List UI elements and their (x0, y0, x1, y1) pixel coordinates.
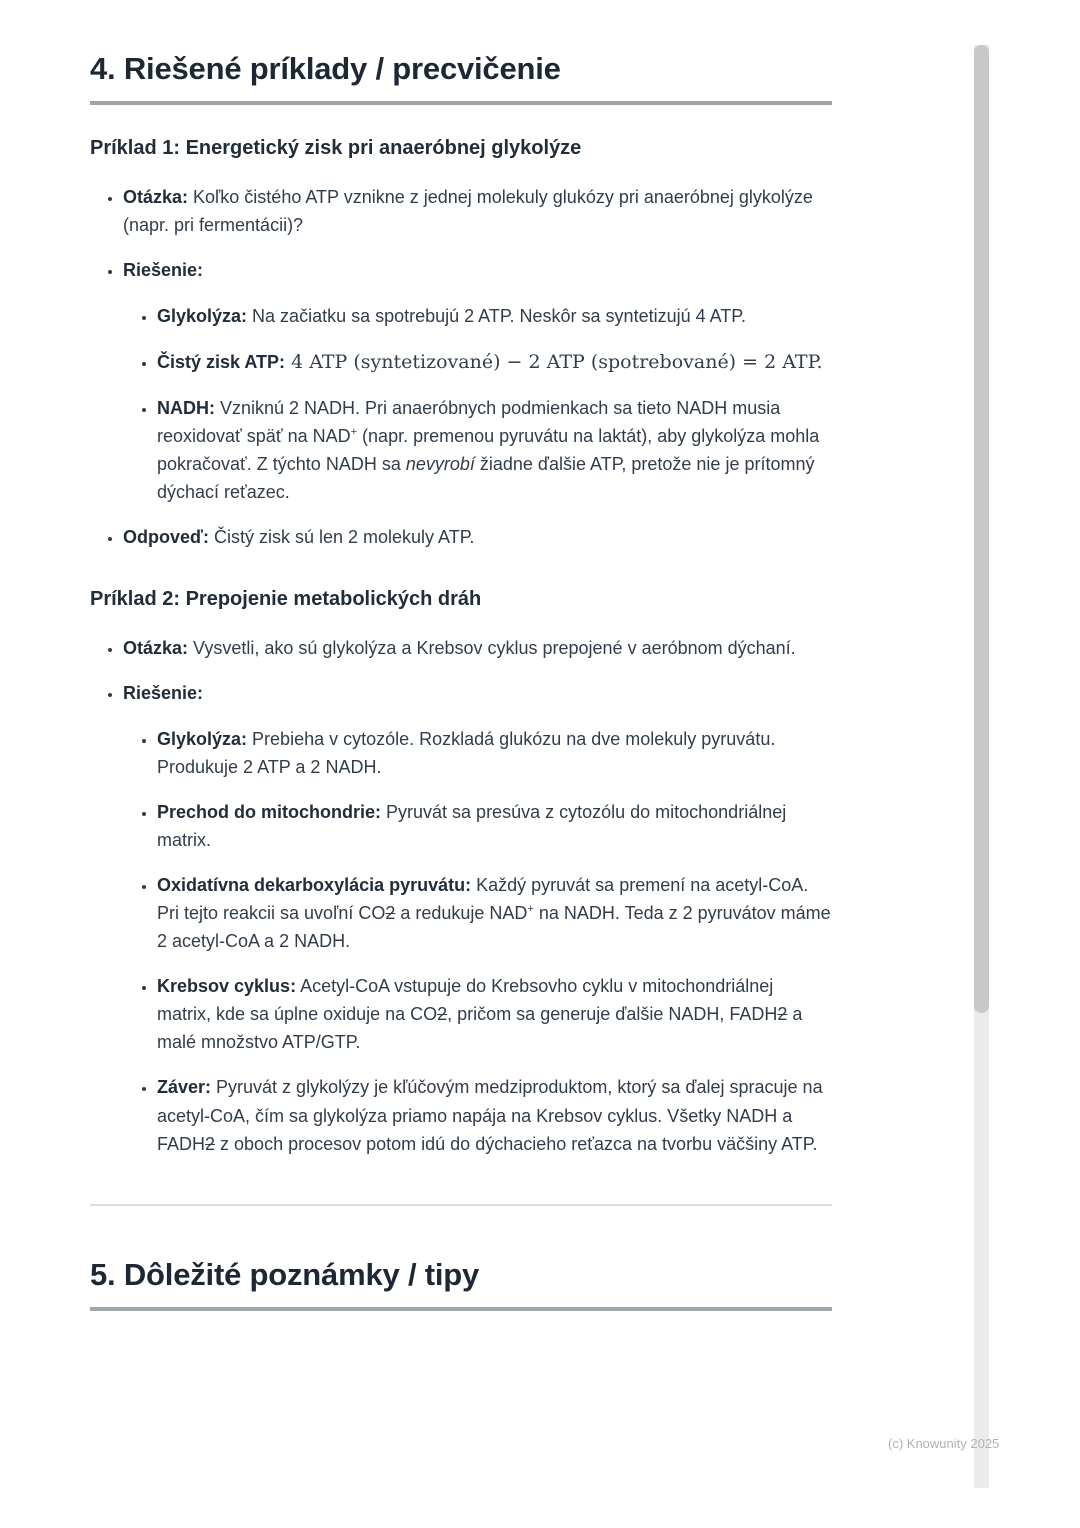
text-segment: Pyruvát z glykolýzy je kľúčovým medziproduktom, ktorý sa ďalej spracuje na acetyl-CoA, čím sa glykolýza priamo napája na Krebsov cyklus. Všetky NADH a FADH (157, 1077, 823, 1154)
text-segment: Pyruvát sa presúva z cytozólu do mitochondriálnej matrix. (157, 801, 787, 850)
text-segment-bold: Čistý zisk ATP: (157, 351, 286, 372)
text-segment-bold: Odpoveď: (123, 527, 209, 548)
text-segment-strikethrough: 2 (385, 903, 396, 924)
text-segment: , pričom sa generuje ďalšie NADH, FADH (447, 1004, 778, 1025)
text-segment-bold: Oxidatívna dekarboxylácia pyruvátu: (157, 874, 472, 895)
example-2-list (90, 634, 832, 1158)
heading-rule-2 (90, 1307, 832, 1311)
text-segment-bold: Riešenie: (123, 260, 204, 281)
list-item (123, 256, 832, 506)
text-segment-bold: Otázka: (123, 187, 189, 208)
text-segment-bold: Riešenie: (123, 682, 204, 703)
text-segment-bold: Glykolýza: (157, 306, 248, 327)
section-5-heading: 5. Dôležité poznámky / tipy (90, 1256, 480, 1292)
text-segment-bold: NADH: (157, 398, 215, 419)
text-segment-bold: Prechod do mitochondrie: (157, 801, 382, 822)
text-segment: Acetyl-CoA vstupuje do Krebsovho cyklu v mitochondriálnej matrix, kde sa úplne oxiduje na CO (157, 976, 774, 1025)
text-segment-strikethrough: 2 (777, 1004, 788, 1025)
section-divider (90, 1204, 832, 1206)
text-segment-superscript: + (350, 426, 358, 439)
list-item (123, 523, 832, 551)
nested-list (123, 725, 832, 1158)
list-item (157, 725, 832, 781)
list-item (157, 972, 832, 1056)
text-segment-bold: Krebsov cyklus: (157, 976, 297, 997)
text-segment: Čistý zisk sú len 2 molekuly ATP. (208, 527, 475, 548)
nested-list (123, 302, 832, 506)
list-item (157, 1073, 832, 1157)
text-segment: Vzniknú 2 NADH. Pri anaeróbnych podmienkach sa tieto NADH musia reoxidovať späť na NAD (157, 398, 781, 447)
text-segment: a redukuje NAD (395, 903, 528, 924)
document-content (90, 50, 832, 1311)
text-segment: Na začiatku sa spotrebujú 2 ATP. Neskôr sa syntetizujú 4 ATP. (247, 306, 746, 327)
text-segment: na NADH. Teda z 2 pyruvátov máme 2 acetyl-CoA a 2 NADH. (157, 903, 831, 952)
list-item (157, 871, 832, 955)
text-segment-superscript: + (527, 903, 534, 916)
list-item (157, 394, 832, 506)
text-segment: (napr. premenou pyruvátu na laktát), aby glykolýza mohla pokračovať. Z týchto NADH sa (157, 426, 820, 475)
list-item (123, 183, 832, 239)
list-item (123, 679, 832, 1158)
text-segment-bold: Otázka: (123, 637, 189, 658)
scrollbar-track[interactable] (974, 45, 989, 1488)
text-segment-math: 4 ATP (syntetizované) − 2 ATP (spotrebované) = 2 ATP. (285, 350, 823, 373)
example-1-title: Príklad 1: Energetický zisk pri anaeróbnej glykolýze (90, 137, 582, 160)
list-item (157, 302, 832, 330)
text-segment-bold: Glykolýza: (157, 728, 248, 749)
section-4-heading: 4. Riešené príklady / precvičenie (90, 51, 561, 86)
example-1-list (90, 183, 832, 551)
text-segment-bold: Záver: (157, 1077, 212, 1098)
copyright-text: (c) Knowunity 2025 (888, 1436, 1000, 1451)
scrollbar-thumb[interactable] (974, 45, 989, 1013)
text-segment: z oboch procesov potom idú do dýchacieho reťazca na tvorbu väčšiny ATP. (215, 1133, 818, 1154)
text-segment: Koľko čistého ATP vznikne z jednej molekuly glukózy pri anaeróbnej glykolýze (napr. pri fermentácii)? (123, 187, 813, 236)
text-segment-strikethrough: 2 (205, 1133, 216, 1154)
text-segment: Každý pyruvát sa premení na acetyl-CoA. Pri tejto reakcii sa uvoľní CO (157, 874, 809, 924)
text-segment: Vysvetli, ako sú glykolýza a Krebsov cyklus prepojené v aeróbnom dýchaní. (188, 637, 796, 658)
list-item (157, 798, 832, 854)
text-segment: žiadne ďalšie ATP, pretože nie je prítomný dýchací reťazec. (157, 454, 815, 503)
text-segment-italic: nevyrobí (405, 454, 475, 475)
list-item (123, 634, 832, 662)
text-segment-strikethrough: 2 (437, 1004, 448, 1025)
text-segment: a malé množstvo ATP/GTP. (157, 1004, 803, 1053)
list-item (157, 348, 832, 378)
example-2-title: Príklad 2: Prepojenie metabolických dráh (90, 587, 482, 610)
text-segment: Prebieha v cytozóle. Rozkladá glukózu na dve molekuly pyruvátu. Produkuje 2 ATP a 2 NADH. (157, 728, 776, 777)
heading-rule (90, 101, 832, 105)
